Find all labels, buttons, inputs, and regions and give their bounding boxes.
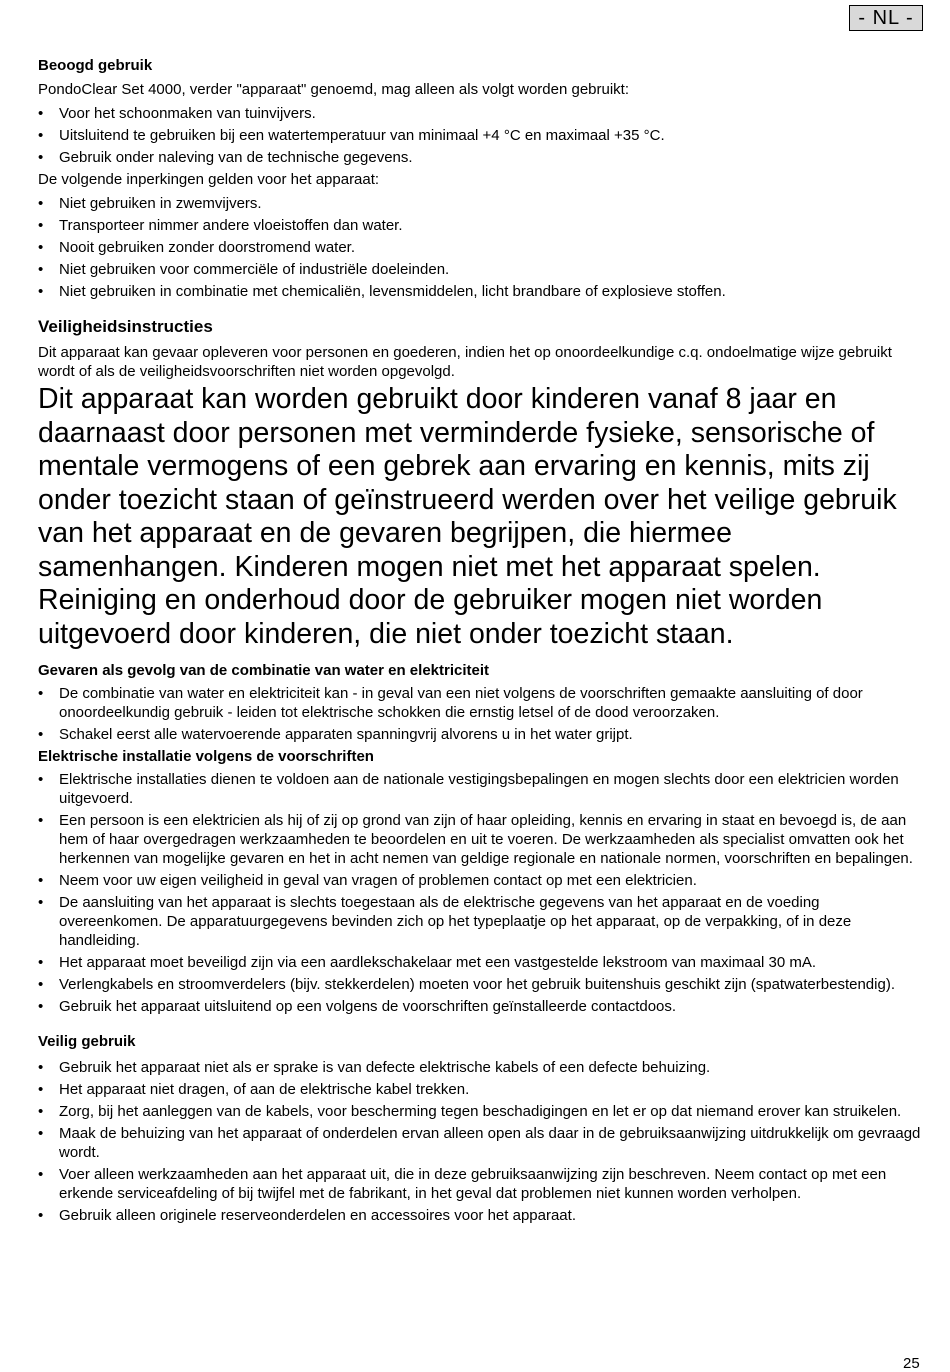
water-electricity-section [38,661,926,744]
list-item: • Niet gebruiken in combinatie met chemicaliën, levensmiddelen, licht brandbare of explosieve stoffen. [38,283,726,300]
bullet-icon: • [38,1207,44,1224]
list-item: • De aansluiting van het apparaat is slechts toegestaan als de elektrische gegevens van het apparaat en de voeding overeenkomen. De apparatuurgegevens bevinden zich op het typeplaatje op het apparaat, op de verpakking, of in deze handleiding. [38,894,852,949]
list-item: • Het apparaat niet dragen, of aan de elektrische kabel trekken. [38,1081,470,1098]
bullet-icon: • [38,954,44,971]
intended-use-intro: PondoClear Set 4000, verder "apparaat" genoemd, mag alleen als volgt worden gebruikt: [38,81,630,98]
document-body [38,56,926,1228]
safe-use-list [38,1058,926,1225]
bullet-icon: • [38,872,44,889]
list-item: • Gebruik het apparaat niet als er sprake is van defecte elektrische kabels of een defecte behuizing. [38,1059,711,1076]
language-tag: - NL - [849,5,923,31]
bullet-icon: • [38,1125,44,1142]
bullet-icon: • [38,1081,44,1098]
intended-use-list [38,104,926,167]
list-item: • Nooit gebruiken zonder doorstromend water. [38,239,356,256]
list-item: • Zorg, bij het aanleggen van de kabels, voor bescherming tegen beschadigingen en let er op dat niemand erover kan struikelen. [38,1103,902,1120]
bullet-icon: • [38,261,44,278]
intended-use-section [38,56,926,301]
list-item: • Voer alleen werkzaamheden aan het apparaat uit, die in deze gebruiksaanwijzing zijn beschreven. Neem contact op met een erkende serviceafdeling of bij twijfel met de fabrikant, in het geval dat problemen niet kunnen worden verholpen. [38,1166,887,1202]
bullet-icon: • [38,685,44,702]
page-number: 25 [903,1355,920,1372]
installation-heading: Elektrische installatie volgens de voorschriften [38,748,374,765]
children-notice: Dit apparaat kan worden gebruikt door kinderen vanaf 8 jaar en daarnaast door personen met verminderde fysieke, sensorische of mentale vermogens of een gebrek aan ervaring en kennis, mits zij onder toezicht staan of geïnstrueerd werden over het veilige gebruik van het apparaat en de gevaren begrijpen, die hiermee samenhangen. Kinderen mogen niet met het apparaat spelen. Reiniging en onderhoud door de gebruiker mogen niet worden uitgevoerd door kinderen, die niet onder toezicht staan. [38,383,897,650]
restrictions-list [38,194,926,301]
safety-heading: Veiligheidsinstructies [38,317,213,336]
list-item: • Transporteer nimmer andere vloeistoffen dan water. [38,217,403,234]
water-electricity-heading: Gevaren als gevolg van de combinatie van water en elektriciteit [38,662,490,679]
bullet-icon: • [38,726,44,743]
restrictions-intro: De volgende inperkingen gelden voor het apparaat: [38,171,380,188]
safety-section [38,316,926,651]
list-item: • Gebruik onder naleving van de technische gegevens. [38,149,413,166]
list-item: • Voor het schoonmaken van tuinvijvers. [38,105,316,122]
list-item: • Het apparaat moet beveiligd zijn via een aardlekschakelaar met een vastgestelde lekstroom van maximaal 30 mA. [38,954,817,971]
bullet-icon: • [38,976,44,993]
list-item: • Verlengkabels en stroomverdelers (bijv. stekkerdelen) moeten voor het gebruik buitenshuis geschikt zijn (spatwaterbestendig). [38,976,895,993]
bullet-icon: • [38,1103,44,1120]
installation-list [38,770,926,1016]
bullet-icon: • [38,283,44,300]
safe-use-heading: Veilig gebruik [38,1033,136,1050]
bullet-icon: • [38,217,44,234]
list-item: • Uitsluitend te gebruiken bij een watertemperatuur van minimaal +4 °C en maximaal +35 °C. [38,127,665,144]
bullet-icon: • [38,127,44,144]
list-item: • Niet gebruiken in zwemvijvers. [38,195,262,212]
bullet-icon: • [38,998,44,1015]
list-item: • Schakel eerst alle watervoerende apparaten spanningvrij alvorens u in het water grijpt. [38,726,633,743]
water-electricity-list [38,684,926,744]
list-item: • Een persoon is een elektricien als hij of zij op grond van zijn of haar opleiding, kennis en ervaring in staat en bevoegd is, de aan hem of haar overgedragen werkzaamheden te beoordelen en uit te voeren. De werkzaamheden als specialist omvatten ook het herkennen van mogelijke gevaren en het in acht nemen van geldige regionale en nationale normen, voorschriften en bepalingen. [38,812,913,867]
bullet-icon: • [38,239,44,256]
list-item: • Neem voor uw eigen veiligheid in geval van vragen of problemen contact op met een elektricien. [38,872,697,889]
list-item: • Gebruik het apparaat uitsluitend op een volgens de voorschriften geïnstalleerde contactdoos. [38,998,677,1015]
bullet-icon: • [38,1166,44,1183]
list-item: • De combinatie van water en elektriciteit kan - in geval van een niet volgens de voorschriften gemaakte aansluiting of door onoordeelkundig gebruik - leiden tot elektrische schokken die ernstig letsel of de dood veroorzaken. [38,685,863,721]
list-item: • Gebruik alleen originele reserveonderdelen en accessoires voor het apparaat. [38,1207,576,1224]
list-item: • Niet gebruiken voor commerciële of industriële doeleinden. [38,261,450,278]
bullet-icon: • [38,149,44,166]
safe-use-section [38,1032,926,1225]
bullet-icon: • [38,771,44,788]
list-item: • Elektrische installaties dienen te voldoen aan de nationale vestigingsbepalingen en mogen slechts door een elektricien worden uitgevoerd. [38,771,899,807]
intended-use-heading: Beoogd gebruik [38,57,153,74]
installation-section [38,747,926,1016]
bullet-icon: • [38,1059,44,1076]
safety-intro: Dit apparaat kan gevaar opleveren voor personen en goederen, indien het op onoordeelkundige c.q. ondoelmatige wijze gebruikt wordt of als de veiligheidsvoorschriften niet worden opgevolgd. [38,344,892,380]
bullet-icon: • [38,812,44,829]
list-item: • Maak de behuizing van het apparaat of onderdelen ervan alleen open als daar in de gebruiksaanwijzing uitdrukkelijk om gevraagd wordt. [38,1125,921,1161]
bullet-icon: • [38,105,44,122]
bullet-icon: • [38,195,44,212]
bullet-icon: • [38,894,44,911]
